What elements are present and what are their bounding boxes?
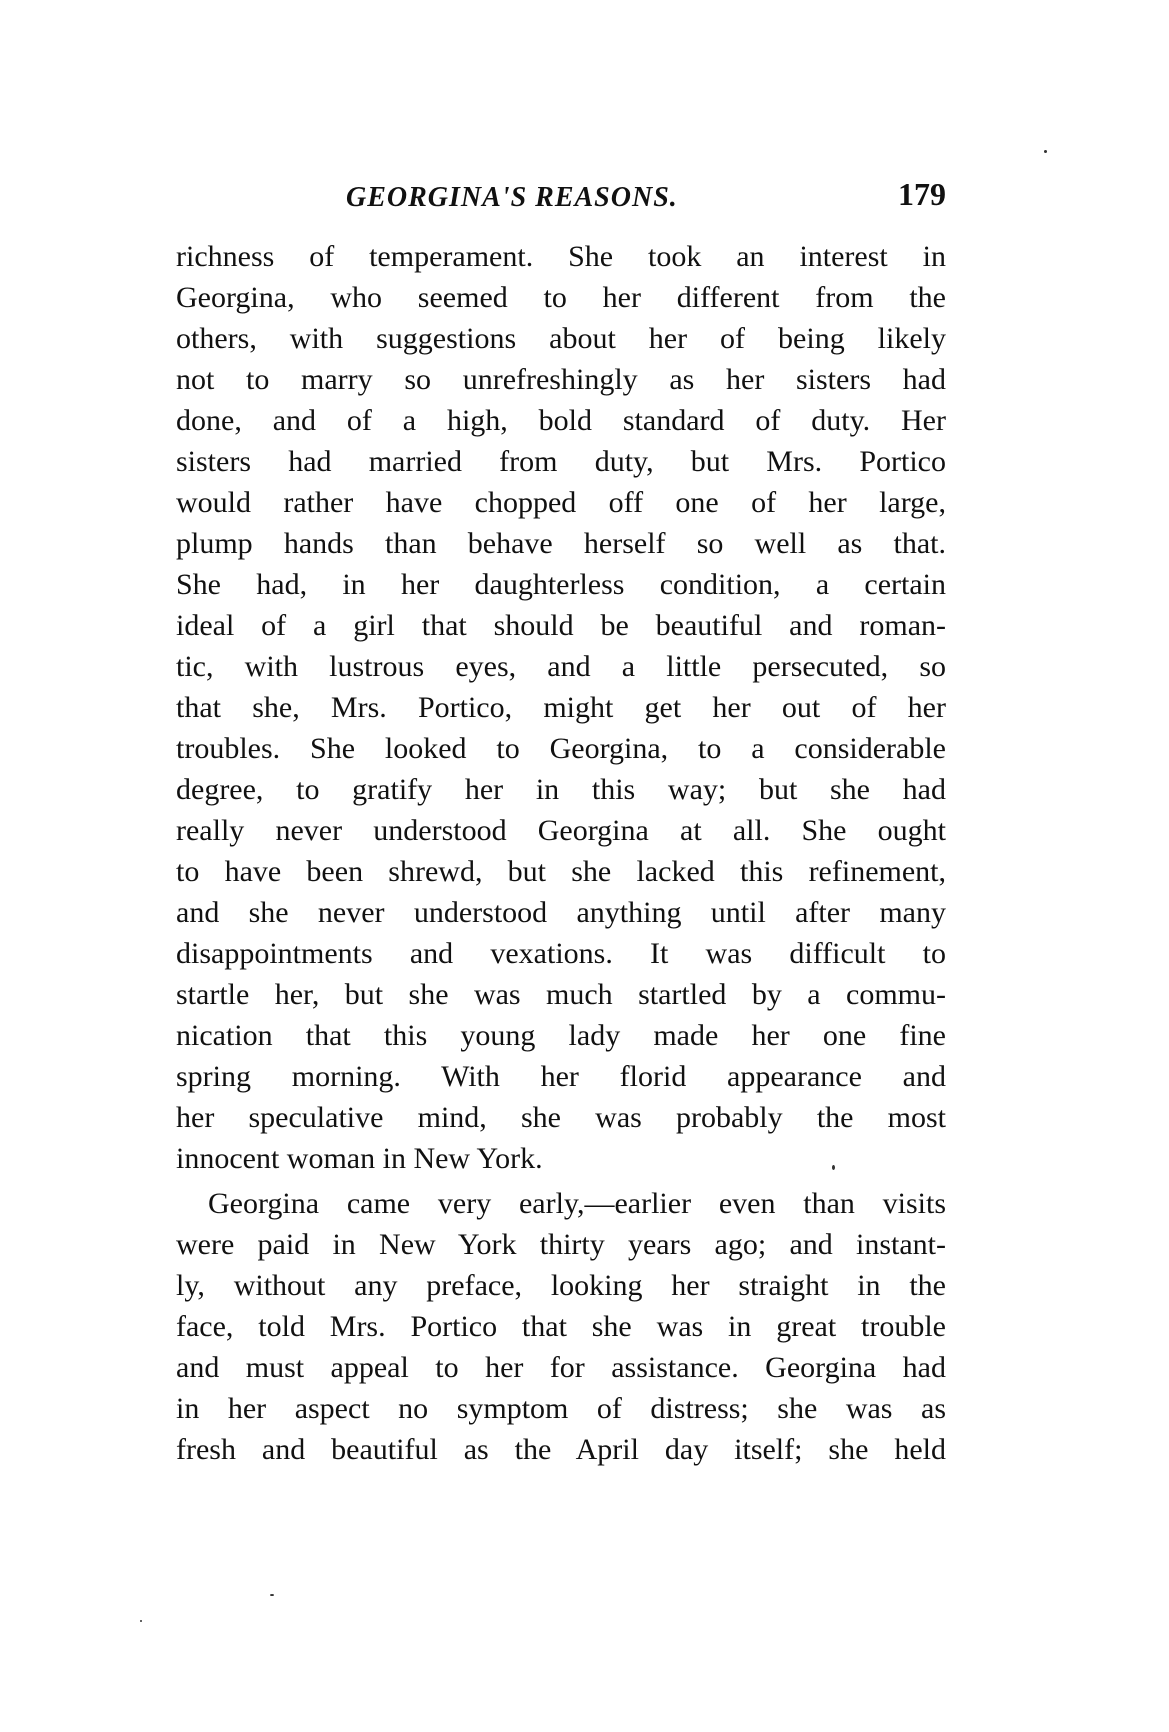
body-text xyxy=(176,236,946,1470)
text-line: richness of temperament. She took an interest in xyxy=(176,240,946,273)
text-line: her speculative mind, she was probably the most xyxy=(176,1101,946,1134)
text-line: disappointments and vexations. It was difficult to xyxy=(176,937,946,970)
text-line: Georgina, who seemed to her different from the xyxy=(176,281,946,314)
text-line: degree, to gratify her in this way; but she had xyxy=(176,773,946,806)
text-line: and must appeal to her for assistance. Georgina had xyxy=(176,1351,946,1384)
paragraph-2 xyxy=(176,1183,946,1470)
text-line: and she never understood anything until after many xyxy=(176,896,946,929)
text-line: Georgina came very early,—earlier even than visits xyxy=(208,1187,946,1220)
running-title: GEORGINA'S REASONS. xyxy=(346,182,678,213)
text-line: face, told Mrs. Portico that she was in great trouble xyxy=(176,1310,946,1343)
text-line: tic, with lustrous eyes, and a little persecuted, so xyxy=(176,650,946,683)
text-line: ly, without any preface, looking her straight in the xyxy=(176,1269,946,1302)
text-line: nication that this young lady made her one fine xyxy=(176,1019,946,1052)
text-line: fresh and beautiful as the April day itself; she held xyxy=(176,1433,946,1466)
text-line: spring morning. With her florid appearance and xyxy=(176,1060,946,1093)
page-number: 179 xyxy=(898,176,946,212)
text-line: would rather have chopped off one of her large, xyxy=(176,486,946,519)
text-line: She had, in her daughterless condition, a certain xyxy=(176,568,946,601)
text-line: that she, Mrs. Portico, might get her out of her xyxy=(176,691,946,724)
scan-speck xyxy=(140,1620,142,1622)
text-line: startle her, but she was much startled by a commu- xyxy=(176,978,946,1011)
text-line: not to marry so unrefreshingly as her sisters had xyxy=(176,363,946,396)
text-line: were paid in New York thirty years ago; and instant- xyxy=(176,1228,946,1261)
text-line: others, with suggestions about her of being likely xyxy=(176,322,946,355)
text-line: ideal of a girl that should be beautiful and roman- xyxy=(176,609,946,642)
paragraph-1 xyxy=(176,236,946,1179)
scan-speck xyxy=(270,1594,274,1596)
scan-speck xyxy=(832,1165,835,1170)
text-line: really never understood Georgina at all. She ought xyxy=(176,814,946,847)
text-line: to have been shrewd, but she lacked this refinement, xyxy=(176,855,946,888)
text-line: innocent woman in New York. xyxy=(176,1142,543,1175)
text-line: in her aspect no symptom of distress; she was as xyxy=(176,1392,946,1425)
text-line: sisters had married from duty, but Mrs. Portico xyxy=(176,445,946,478)
scan-speck xyxy=(1044,150,1047,153)
text-line: troubles. She looked to Georgina, to a considerable xyxy=(176,732,946,765)
text-line: plump hands than behave herself so well as that. xyxy=(176,527,946,560)
running-head xyxy=(176,176,946,220)
text-line: done, and of a high, bold standard of duty. Her xyxy=(176,404,946,437)
